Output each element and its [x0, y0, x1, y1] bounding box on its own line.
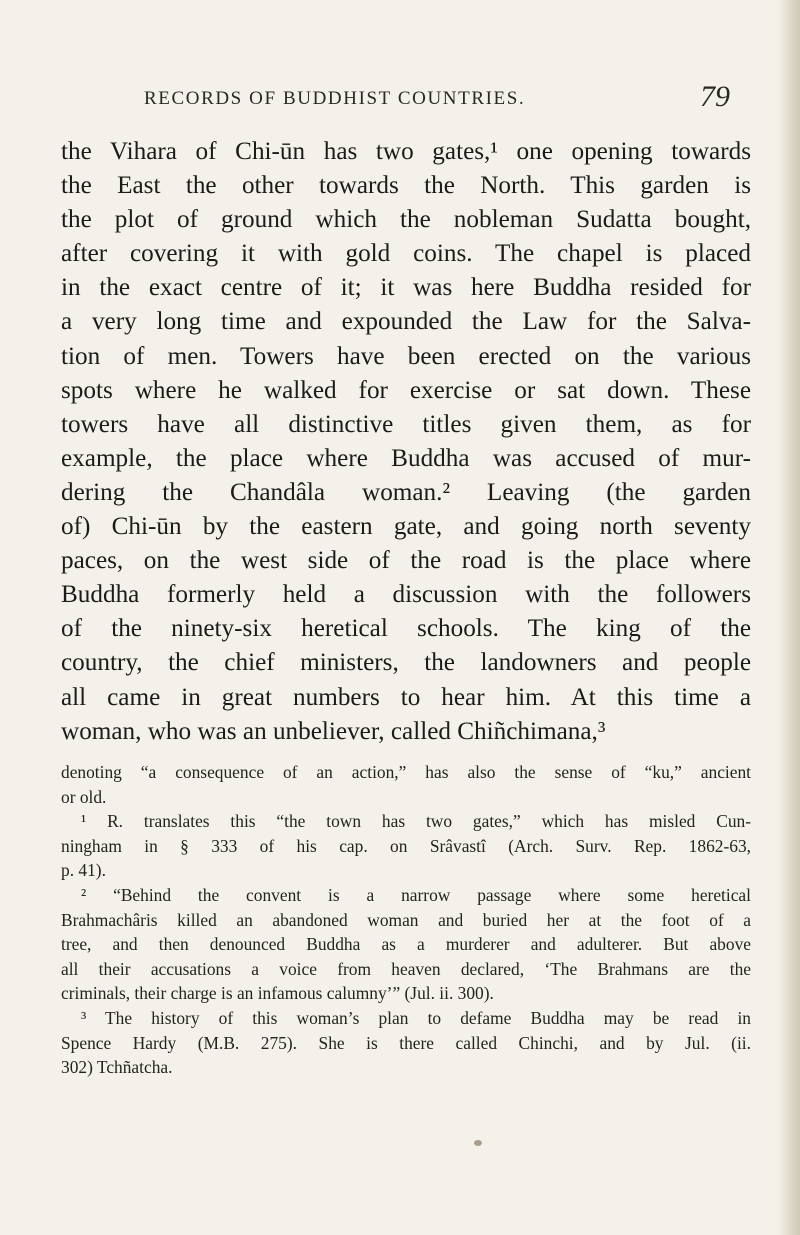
ink-speck — [474, 1140, 482, 1146]
text-line: woman, who was an unbeliever, called Chiñchimana,³ — [61, 717, 606, 745]
footnote-line: Brahmachâris killed an abandoned woman and buried her at the foot of a — [61, 909, 751, 930]
text-line: the Vihara of Chi-ūn has two gates,¹ one opening towards — [61, 138, 751, 165]
footnote-line: criminals, their charge is an infamous calumny’” (Jul. ii. 300). — [61, 983, 494, 1004]
text-line: dering the Chandâla woman.² Leaving (the garden — [61, 478, 751, 506]
text-line: paces, on the west side of the road is the place where — [61, 547, 751, 575]
page-edge-shadow — [778, 0, 800, 1235]
footnote-line: ³ The history of this woman’s plan to defame Buddha may be read in — [81, 1007, 751, 1028]
text-line: of the ninety-six heretical schools. The king of the — [61, 615, 751, 643]
text-line: the plot of ground which the nobleman Sudatta bought, — [61, 206, 751, 234]
footnote-line: Spence Hardy (M.B. 275). She is there called Chinchi, and by Jul. (ii. — [61, 1032, 751, 1053]
footnote-line: ¹ R. translates this “the town has two gates,” which has misled Cun- — [81, 811, 751, 832]
text-line: a very long time and expounded the Law for the Salva- — [61, 308, 751, 336]
main-text-block — [61, 135, 751, 749]
text-line: in the exact centre of it; it was here Buddha resided for — [61, 274, 751, 302]
running-title: RECORDS OF BUDDHIST COUNTRIES. — [144, 88, 526, 109]
footnote-line: 302) Tchñatcha. — [61, 1057, 173, 1078]
text-line: the East the other towards the North. This garden is — [61, 172, 751, 200]
text-line: of) Chi-ūn by the eastern gate, and going north seventy — [61, 513, 751, 541]
text-line: tion of men. Towers have been erected on the various — [61, 342, 751, 370]
text-line: example, the place where Buddha was accused of mur- — [61, 444, 751, 472]
text-line: all came in great numbers to hear him. At this time a — [61, 683, 751, 711]
footnote-line: tree, and then denounced Buddha as a murderer and adulterer. But above — [61, 934, 751, 955]
text-line: country, the chief ministers, the landowners and people — [61, 649, 751, 677]
footnote-line: all their accusations a voice from heaven declared, ‘The Brahmans are the — [61, 958, 751, 979]
footnote-line: ningham in § 333 of his cap. on Srâvastî (Arch. Surv. Rep. 1862-63, — [61, 835, 751, 856]
page-number: 79 — [700, 80, 730, 113]
text-line: towers have all distinctive titles given them, as for — [61, 410, 751, 438]
text-line: Buddha formerly held a discussion with the followers — [61, 581, 751, 609]
footnote-line: p. 41). — [61, 860, 106, 881]
page-header — [0, 80, 800, 118]
text-line: after covering it with gold coins. The chapel is placed — [61, 240, 751, 268]
footnote-line: denoting “a consequence of an action,” has also the sense of “ku,” ancient — [61, 762, 751, 782]
footnotes-block — [61, 760, 751, 1080]
footnote-line: or old. — [61, 786, 107, 807]
text-line: spots where he walked for exercise or sat down. These — [61, 376, 751, 404]
footnote-line: ² “Behind the convent is a narrow passage where some heretical — [81, 884, 751, 905]
